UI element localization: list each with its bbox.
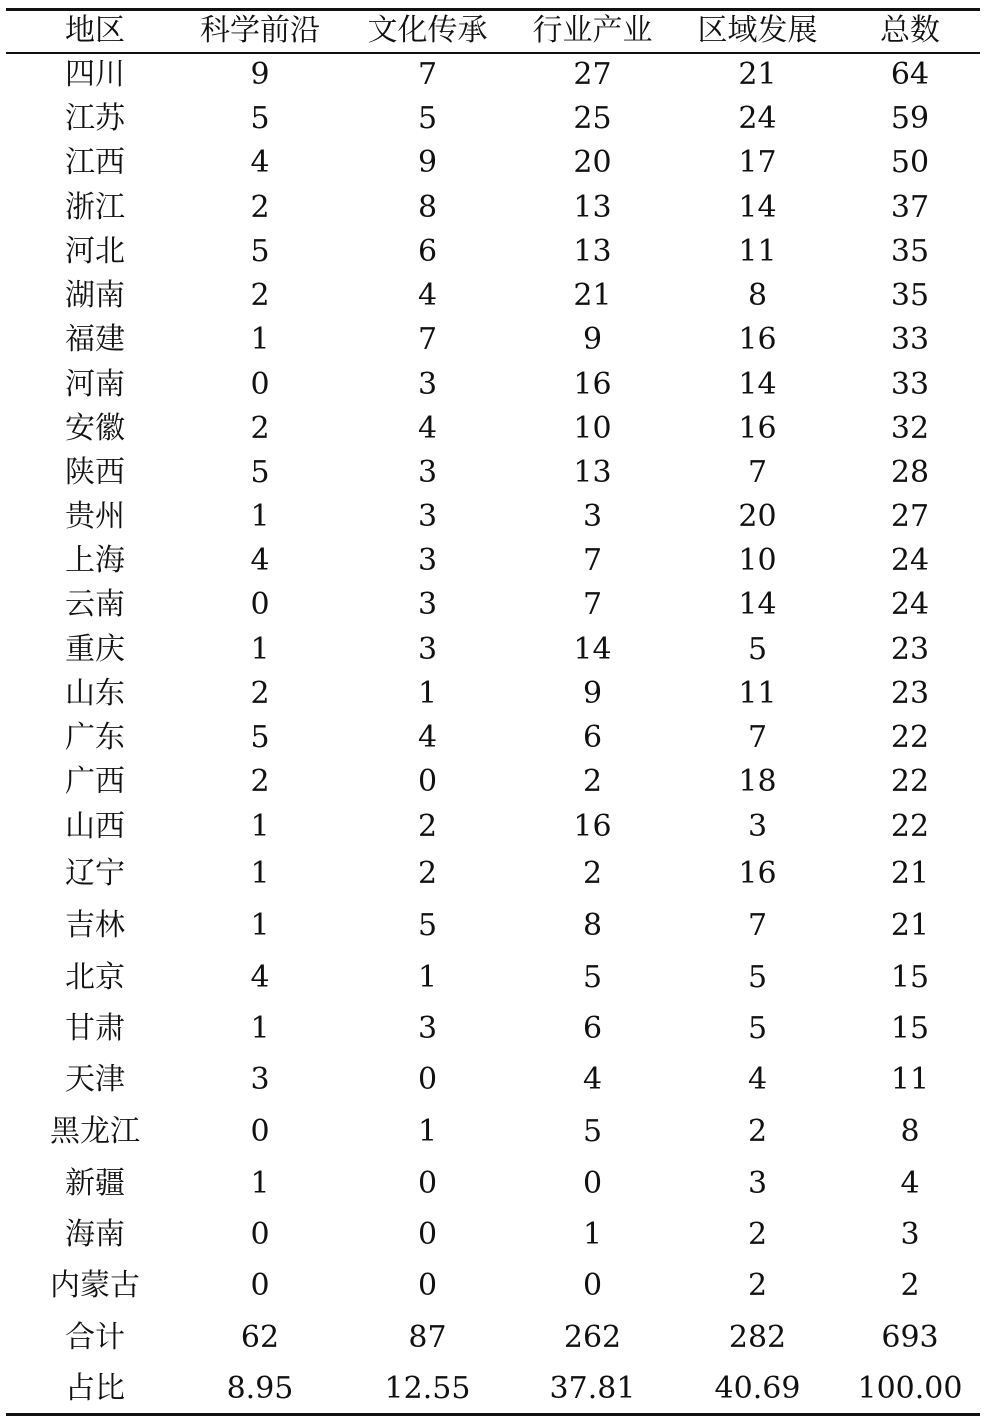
value-cell: 5 [250,234,270,269]
region-cell: 黑龙江 [50,1114,140,1149]
value-cell: 3 [417,1011,438,1046]
value-cell: 11 [738,676,777,711]
value-cell: 2 [582,764,603,799]
value-cell: 10 [573,411,612,446]
value-cell: 5 [417,908,438,943]
value-cell: 7 [747,455,768,490]
total-cell: 33 [890,322,930,357]
table-row [0,1110,992,1154]
table-row [0,451,992,495]
value-cell: 13 [573,455,612,490]
total-cell: 22 [890,809,930,844]
total-cell: 11 [890,1062,930,1097]
region-cell: 吉林 [65,908,125,943]
value-cell: 7 [417,57,438,92]
total-cell: 23 [890,632,930,667]
table-row-share [0,1367,992,1411]
header-cell-regional-development: 区域发展 [697,13,818,48]
value-cell: 5 [747,1011,768,1046]
region-cell: 贵州 [65,499,125,534]
total-cell: 33 [890,367,930,402]
total-cell: 32 [890,411,930,446]
value-cell: 4 [417,720,438,755]
region-cell: 安徽 [65,411,125,446]
value-cell: 9 [250,57,270,92]
total-cell: 50 [890,145,930,180]
value-cell: 7 [582,587,603,622]
value-cell: 9 [417,145,438,180]
value-cell: 3 [250,1062,270,1097]
table-row [0,1162,992,1206]
value-cell: 20 [573,145,612,180]
value-cell: 7 [747,720,768,755]
region-cell: 四川 [65,57,125,92]
value-cell: 4 [747,1062,768,1097]
value-cell: 2 [250,411,270,446]
table-row [0,583,992,627]
table-row [0,716,992,760]
region-cell: 广西 [65,764,125,799]
value-cell: 1 [250,1166,270,1201]
total-cell: 21 [890,856,930,891]
table-row [0,672,992,716]
value-cell: 6 [582,1011,603,1046]
table-row [0,186,992,230]
total-cell: 35 [890,234,930,269]
region-cell: 辽宁 [65,856,125,891]
table-row [0,852,992,896]
value-cell: 1 [250,632,270,667]
region-cell: 内蒙古 [50,1268,140,1303]
region-cell: 湖南 [65,278,125,313]
region-cell: 甘肃 [65,1011,125,1046]
value-cell: 5 [582,1114,603,1149]
value-cell: 24 [738,101,777,136]
value-cell: 1 [250,322,270,357]
value-cell: 0 [417,1217,438,1252]
value-cell: 27 [573,57,612,92]
value-cell: 25 [573,101,612,136]
value-cell: 3 [417,499,438,534]
table-row [0,97,992,141]
value-cell: 2 [747,1114,768,1149]
value-cell: 12.55 [384,1371,471,1406]
value-cell: 0 [417,1268,438,1303]
total-cell: 22 [890,764,930,799]
table-row [0,805,992,849]
total-cell: 22 [890,720,930,755]
value-cell: 40.69 [714,1371,801,1406]
table-row [0,53,992,97]
total-cell: 59 [890,101,930,136]
value-cell: 20 [738,499,777,534]
header-cell-cultural-heritage: 文化传承 [367,13,488,48]
total-cell: 15 [890,960,930,995]
value-cell: 8 [747,278,768,313]
value-cell: 16 [738,856,777,891]
region-cell: 云南 [65,587,125,622]
region-cell: 新疆 [65,1166,125,1201]
value-cell: 5 [747,632,768,667]
value-cell: 2 [250,278,270,313]
region-cell: 河南 [65,367,125,402]
value-cell: 16 [738,411,777,446]
region-cell: 山西 [65,809,125,844]
value-cell: 1 [250,499,270,534]
value-cell: 16 [573,809,612,844]
total-cell: 64 [890,57,930,92]
value-cell: 5 [250,455,270,490]
total-cell: 2 [900,1268,920,1303]
total-cell: 24 [890,543,930,578]
value-cell: 11 [738,234,777,269]
value-cell: 87 [408,1320,447,1355]
table-header-row [0,9,992,53]
region-cell: 江苏 [65,101,125,136]
value-cell: 1 [582,1217,603,1252]
value-cell: 1 [417,960,438,995]
table-row [0,1007,992,1051]
total-cell: 21 [890,908,930,943]
total-cell: 35 [890,278,930,313]
total-cell: 23 [890,676,930,711]
value-cell: 7 [417,322,438,357]
value-cell: 2 [417,856,438,891]
value-cell: 2 [747,1217,768,1252]
value-cell: 2 [417,809,438,844]
value-cell: 17 [738,145,777,180]
region-cell: 上海 [65,543,125,578]
value-cell: 8.95 [226,1371,294,1406]
value-cell: 5 [250,720,270,755]
table-row [0,141,992,185]
value-cell: 0 [250,587,270,622]
value-cell: 7 [747,908,768,943]
region-cell: 北京 [65,960,125,995]
value-cell: 9 [582,676,603,711]
value-cell: 8 [582,908,603,943]
header-cell-total: 总数 [880,13,940,48]
region-cell: 山东 [65,676,125,711]
header-cell-industry: 行业产业 [532,13,653,48]
table-row [0,628,992,672]
table-row [0,230,992,274]
value-cell: 4 [250,543,270,578]
total-cell: 27 [890,499,930,534]
table-row [0,904,992,948]
value-cell: 0 [417,1062,438,1097]
value-cell: 5 [250,101,270,136]
value-cell: 2 [250,190,270,225]
region-cell: 江西 [65,145,125,180]
value-cell: 14 [738,587,777,622]
value-cell: 3 [582,499,603,534]
value-cell: 5 [747,960,768,995]
value-cell: 16 [738,322,777,357]
total-cell: 28 [890,455,930,490]
value-cell: 14 [738,367,777,402]
table-row [0,956,992,1000]
region-cell: 福建 [65,322,125,357]
table-row [0,539,992,583]
value-cell: 21 [573,278,612,313]
value-cell: 1 [250,1011,270,1046]
value-cell: 3 [747,1166,768,1201]
header-cell-region: 地区 [65,13,125,48]
value-cell: 1 [250,908,270,943]
total-cell: 4 [900,1166,920,1201]
value-cell: 3 [417,632,438,667]
region-cell: 重庆 [65,632,125,667]
value-cell: 5 [417,101,438,136]
table-bottom-rule [6,1413,980,1416]
value-cell: 3 [747,809,768,844]
region-cell: 海南 [65,1217,125,1252]
region-cell: 天津 [65,1062,125,1097]
sum-label-cell: 合计 [65,1320,125,1355]
value-cell: 8 [417,190,438,225]
table-row [0,1058,992,1102]
value-cell: 37.81 [549,1371,636,1406]
table-row [0,760,992,804]
table-row [0,1213,992,1257]
value-cell: 14 [738,190,777,225]
value-cell: 3 [417,543,438,578]
region-cell: 浙江 [65,190,125,225]
region-cell: 广东 [65,720,125,755]
value-cell: 4 [417,411,438,446]
value-cell: 6 [417,234,438,269]
value-cell: 5 [582,960,603,995]
value-cell: 2 [582,856,603,891]
total-cell: 15 [890,1011,930,1046]
region-cell: 河北 [65,234,125,269]
value-cell: 16 [573,367,612,402]
table-row-sum [0,1316,992,1360]
value-cell: 13 [573,234,612,269]
value-cell: 3 [417,587,438,622]
value-cell: 4 [417,278,438,313]
total-cell: 8 [900,1114,920,1149]
value-cell: 4 [250,145,270,180]
value-cell: 1 [417,676,438,711]
total-cell: 693 [881,1320,939,1355]
table-row [0,407,992,451]
value-cell: 2 [747,1268,768,1303]
value-cell: 10 [738,543,777,578]
value-cell: 282 [728,1320,787,1355]
value-cell: 1 [417,1114,438,1149]
table-row [0,1264,992,1308]
share-label-cell: 占比 [65,1371,125,1406]
value-cell: 6 [582,720,603,755]
table-row [0,318,992,362]
value-cell: 0 [250,1114,270,1149]
total-cell: 3 [900,1217,920,1252]
value-cell: 9 [582,322,603,357]
value-cell: 7 [582,543,603,578]
value-cell: 262 [563,1320,622,1355]
header-cell-science-frontier: 科学前沿 [200,13,320,48]
table-row [0,274,992,318]
value-cell: 62 [240,1320,280,1355]
value-cell: 14 [573,632,612,667]
value-cell: 0 [582,1166,603,1201]
region-cell: 陕西 [65,455,125,490]
total-cell: 100.00 [857,1371,963,1406]
value-cell: 1 [250,809,270,844]
value-cell: 1 [250,856,270,891]
total-cell: 37 [890,190,930,225]
total-cell: 24 [890,587,930,622]
value-cell: 2 [250,676,270,711]
value-cell: 0 [250,367,270,402]
value-cell: 0 [417,1166,438,1201]
value-cell: 0 [417,764,438,799]
value-cell: 13 [573,190,612,225]
value-cell: 2 [250,764,270,799]
value-cell: 0 [582,1268,603,1303]
value-cell: 3 [417,455,438,490]
value-cell: 0 [250,1268,270,1303]
value-cell: 3 [417,367,438,402]
value-cell: 4 [582,1062,603,1097]
value-cell: 18 [738,764,777,799]
value-cell: 21 [738,57,777,92]
table-row [0,495,992,539]
value-cell: 0 [250,1217,270,1252]
value-cell: 4 [250,960,270,995]
table-row [0,363,992,407]
